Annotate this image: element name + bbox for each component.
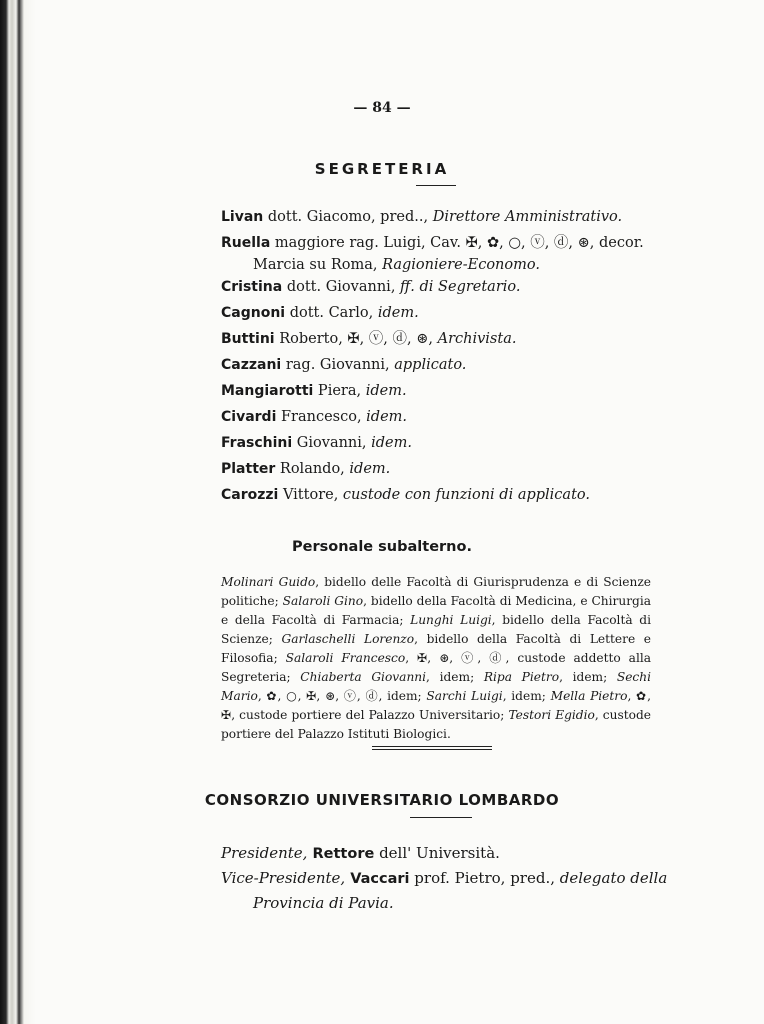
staff-name: Cazzani <box>221 357 282 373</box>
section-title-subalterno: Personale subalterno. <box>292 539 472 555</box>
person-duty: , bidello della Facoltà di Lettere e Filosofia; <box>221 632 652 665</box>
staff-role: Direttore Amministrativo. <box>432 209 623 225</box>
staff-name: Civardi <box>221 409 277 425</box>
person-duty: , ✿, ○, ✠, ⊛, ⓥ, ⓓ, idem; <box>257 689 427 703</box>
staff-entry <box>221 354 661 376</box>
staff-entry <box>221 380 661 402</box>
office-role: delegato della <box>559 869 668 887</box>
staff-details: Rolando, <box>275 461 350 477</box>
person-name: Salaroli Francesco <box>285 651 406 665</box>
staff-entry <box>221 432 661 454</box>
staff-name: Cristina <box>221 279 283 295</box>
staff-name: Platter <box>221 461 276 477</box>
office-role-cont: Provincia di Pavia. <box>253 894 394 912</box>
staff-name: Livan <box>221 209 264 225</box>
person-duty: , bidello della Facoltà di Scienze; <box>221 613 651 646</box>
staff-name: Ruella <box>221 235 271 251</box>
staff-details: rag. Giovanni, <box>281 357 395 373</box>
staff-details: Piera, <box>313 383 366 399</box>
consorzio-vice-presidente <box>221 866 681 915</box>
office-holder: Vaccari <box>345 871 410 887</box>
book-spine-edge <box>0 0 36 1024</box>
section-divider <box>372 749 492 750</box>
staff-details: dott. Giovanni, <box>282 279 401 295</box>
staff-entry <box>221 458 661 480</box>
staff-role: idem. <box>349 461 391 477</box>
staff-name: Buttini <box>221 331 275 347</box>
section-title-consorzio: CONSORZIO UNIVERSITARIO LOMBARDO <box>204 791 560 809</box>
person-duty: , bidello della Facoltà di Medicina, e Chirurgia e della Facoltà di Farmacia; <box>221 594 651 627</box>
staff-details: Roberto, ✠, ⓥ, ⓓ, ⊛, <box>274 331 438 347</box>
staff-name: Carozzi <box>221 487 279 503</box>
subalterno-paragraph <box>221 573 651 744</box>
staff-role: idem. <box>365 383 407 399</box>
title-underline <box>416 185 456 186</box>
staff-details: dott. Carlo, <box>285 305 378 321</box>
person-duty: , idem; <box>426 670 484 684</box>
person-duty: , ✿, ✠, custode portiere del Palazzo Universitario; <box>221 689 651 722</box>
staff-details: Giovanni, <box>292 435 372 451</box>
staff-entry <box>221 484 661 506</box>
person-name: Sarchi Luigi <box>426 689 503 703</box>
person-name: Ripa Pietro <box>483 670 560 684</box>
section-title-segreteria: SEGRETERIA <box>314 160 450 178</box>
staff-role: idem. <box>371 435 412 451</box>
staff-name: Mangiarotti <box>221 383 314 399</box>
person-name: Chiaberta Giovanni <box>300 670 427 684</box>
staff-role: applicato. <box>394 357 467 373</box>
person-name: Salaroli Gino <box>282 594 364 608</box>
office-title: Vice-Presidente, <box>221 869 346 887</box>
staff-role: idem. <box>366 409 408 425</box>
staff-entry <box>221 206 661 228</box>
staff-role: ff. di Segretario. <box>400 279 521 295</box>
person-name: Mella Pietro <box>550 689 628 703</box>
staff-details: Vittore, <box>278 487 343 503</box>
staff-details: maggiore rag. Luigi, Cav. ✠, ✿, ○, ⓥ, ⓓ, ⊛, decor. <box>270 235 644 251</box>
person-name: Molinari Guido <box>221 575 316 589</box>
person-name: Testori Egidio <box>508 708 595 722</box>
person-duty: , idem; <box>559 670 617 684</box>
office-holder: Rettore <box>307 846 375 862</box>
person-duty: , idem; <box>502 689 551 703</box>
staff-role: custode con funzioni di applicato. <box>342 487 590 503</box>
staff-role: idem. <box>377 305 419 321</box>
office-title: Presidente, <box>221 844 308 862</box>
staff-entry <box>221 232 661 276</box>
section-divider <box>372 746 492 747</box>
consorzio-presidente <box>221 841 681 866</box>
staff-entry <box>221 276 661 298</box>
staff-name: Cagnoni <box>221 305 286 321</box>
person-duty: , bidello delle Facoltà di Giurisprudenza e di Scienze politiche; <box>221 575 651 608</box>
person-name: Sechi Mario <box>221 670 652 703</box>
staff-role: Ragioniere-Economo. <box>382 257 540 273</box>
person-duty: , custode portiere del Palazzo Istituti Biologici. <box>221 708 651 741</box>
office-details: dell' Università. <box>374 844 500 862</box>
staff-entry <box>221 406 661 428</box>
staff-name: Fraschini <box>221 435 293 451</box>
staff-details: dott. Giacomo, pred.., <box>263 209 433 225</box>
person-duty: , ✠, ⊛, ⓥ, ⓓ, custode addetto alla Segreteria; <box>221 651 652 684</box>
staff-role: Archivista. <box>437 331 517 347</box>
person-name: Lunghi Luigi <box>410 613 492 627</box>
title-underline <box>410 817 472 818</box>
staff-entry <box>221 328 661 350</box>
staff-entry <box>221 302 661 324</box>
staff-details: Francesco, <box>276 409 367 425</box>
staff-details-cont: Marcia su Roma, <box>253 257 383 273</box>
office-details: prof. Pietro, pred., <box>409 869 560 887</box>
page-number: — 84 — <box>353 100 411 116</box>
person-name: Garlaschelli Lorenzo <box>281 632 415 646</box>
